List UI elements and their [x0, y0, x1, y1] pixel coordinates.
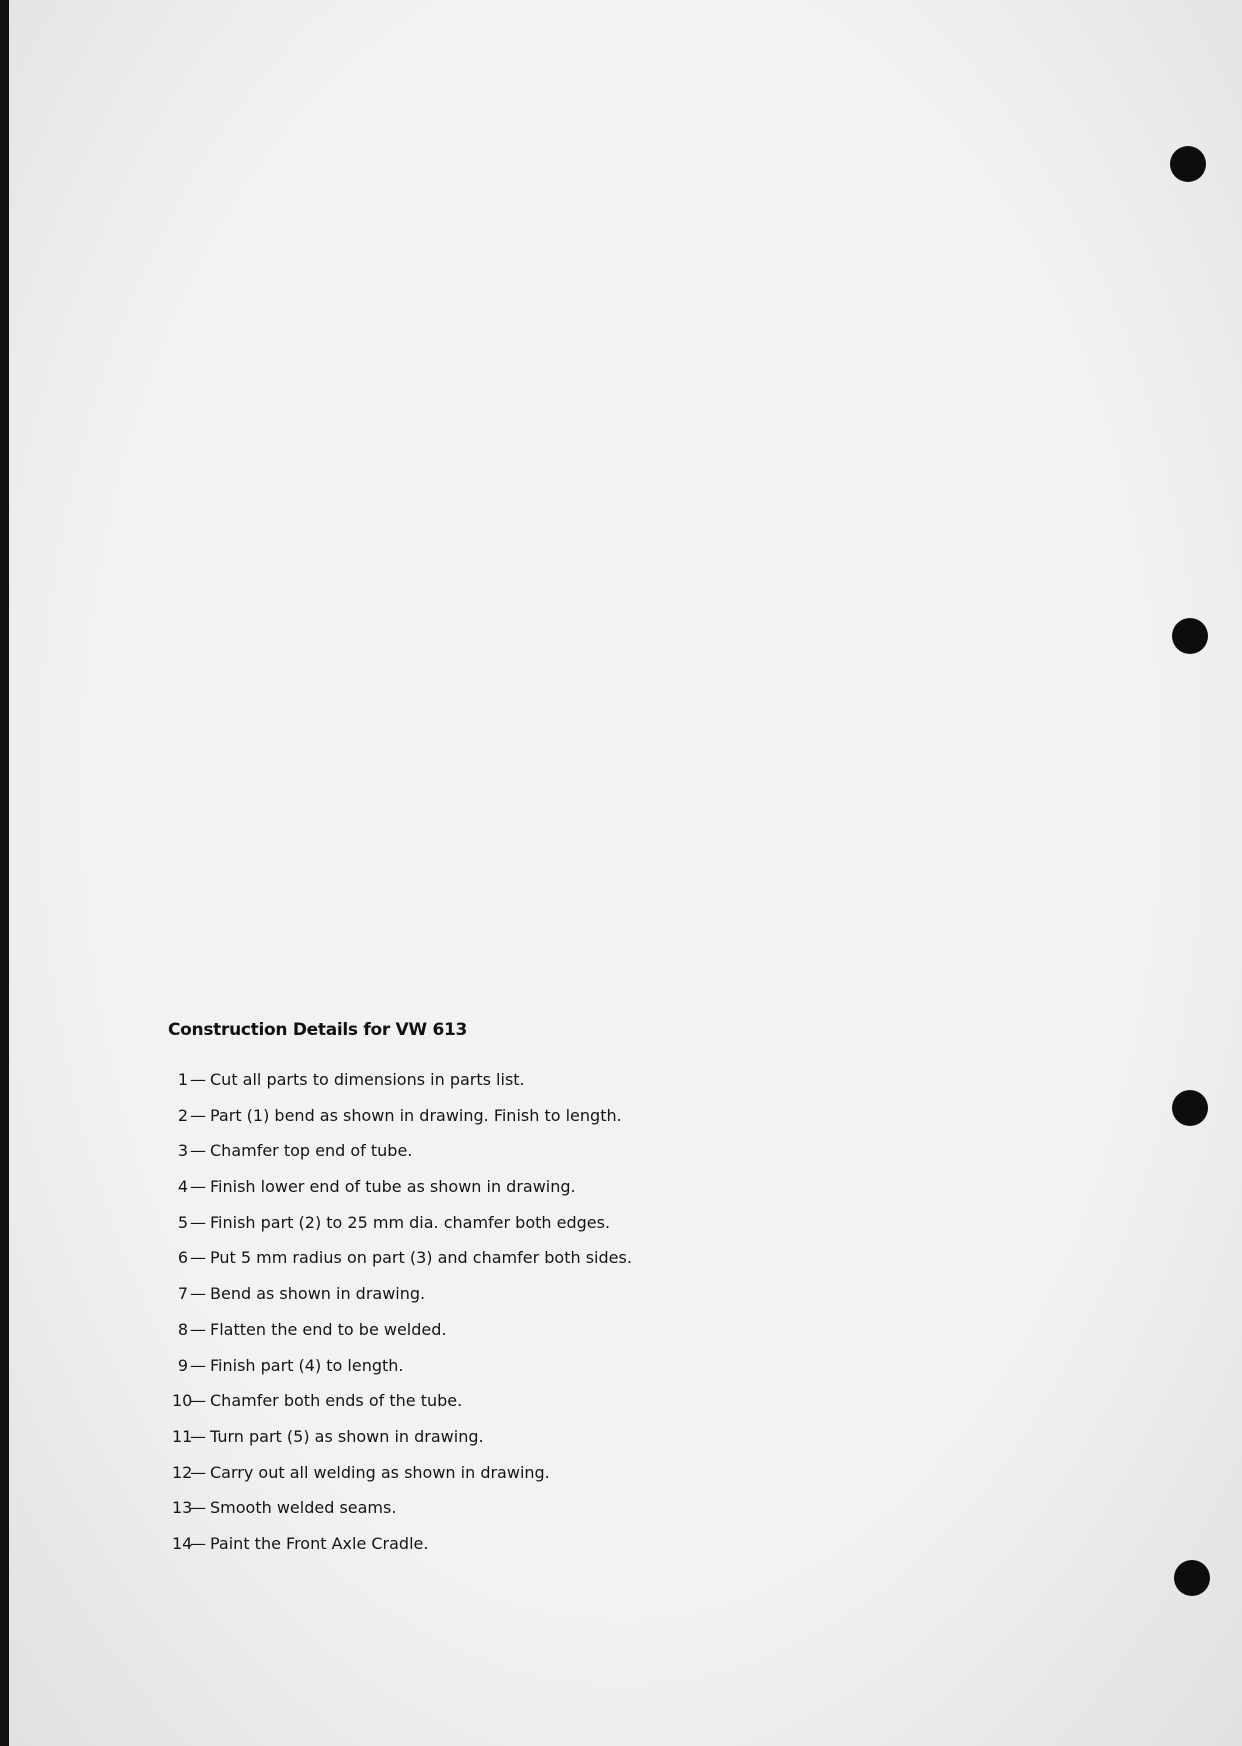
punch-hole [1172, 1090, 1208, 1126]
step-dash: — [190, 1426, 206, 1446]
step-number: 10 [172, 1391, 193, 1411]
step-text: Part (1) bend as shown in drawing. Finish to length. [210, 1105, 622, 1125]
scan-left-edge [0, 0, 9, 1746]
step-text: Chamfer top end of tube. [210, 1141, 413, 1161]
step-dash: — [190, 1284, 206, 1304]
punch-hole [1172, 618, 1208, 654]
step-dash: — [190, 1212, 206, 1232]
list-item [172, 1104, 632, 1140]
step-dash: — [190, 1355, 206, 1375]
list-item [172, 1211, 632, 1247]
list-item [172, 1461, 632, 1497]
step-text: Chamfer both ends of the tube. [210, 1391, 463, 1411]
list-item [172, 1246, 632, 1282]
step-text: Finish part (2) to 25 mm dia. chamfer both edges. [210, 1212, 611, 1232]
step-number: 1 [177, 1070, 188, 1089]
step-number: 5 [177, 1212, 188, 1232]
step-text: Carry out all welding as shown in drawing. [210, 1462, 550, 1482]
step-dash: — [190, 1105, 206, 1125]
step-text: Finish lower end of tube as shown in drawing. [210, 1177, 576, 1197]
list-item [172, 1139, 632, 1175]
list-item [172, 1354, 632, 1390]
list-item [172, 1282, 632, 1318]
step-text: Flatten the end to be welded. [210, 1319, 447, 1339]
step-dash: — [190, 1391, 206, 1411]
construction-steps-list [172, 1068, 632, 1568]
step-text: Smooth welded seams. [210, 1498, 397, 1518]
step-number: 9 [177, 1355, 188, 1375]
punch-hole [1170, 146, 1206, 182]
step-number: 8 [177, 1319, 188, 1339]
step-dash: — [190, 1533, 206, 1553]
step-number: 13 [172, 1498, 193, 1518]
step-dash: — [190, 1177, 206, 1197]
step-number: 2 [177, 1105, 188, 1125]
step-dash: — [190, 1319, 206, 1339]
step-dash: — [190, 1498, 206, 1518]
step-text: Finish part (4) to length. [210, 1355, 404, 1375]
step-dash: — [190, 1248, 206, 1268]
list-item [172, 1068, 632, 1104]
list-item [172, 1496, 632, 1532]
step-text: Turn part (5) as shown in drawing. [210, 1426, 484, 1446]
step-number: 12 [172, 1462, 193, 1482]
step-dash: — [190, 1141, 206, 1161]
step-dash: — [190, 1462, 206, 1482]
step-number: 4 [177, 1177, 188, 1197]
step-number: 6 [177, 1248, 188, 1268]
step-text: Bend as shown in drawing. [210, 1284, 426, 1304]
step-text: Put 5 mm radius on part (3) and chamfer both sides. [210, 1248, 632, 1268]
punch-hole [1174, 1560, 1210, 1596]
list-item [172, 1389, 632, 1425]
step-number: 14 [172, 1533, 193, 1553]
list-item [172, 1425, 632, 1461]
step-number: 11 [172, 1426, 193, 1446]
step-dash: — [190, 1070, 206, 1089]
step-text: Cut all parts to dimensions in parts list. [210, 1070, 525, 1089]
step-number: 3 [177, 1141, 188, 1161]
document-heading: Construction Details for VW 613 [168, 1020, 468, 1040]
list-item [172, 1532, 632, 1568]
step-number: 7 [177, 1284, 188, 1304]
list-item [172, 1175, 632, 1211]
list-item [172, 1318, 632, 1354]
step-text: Paint the Front Axle Cradle. [210, 1533, 429, 1553]
